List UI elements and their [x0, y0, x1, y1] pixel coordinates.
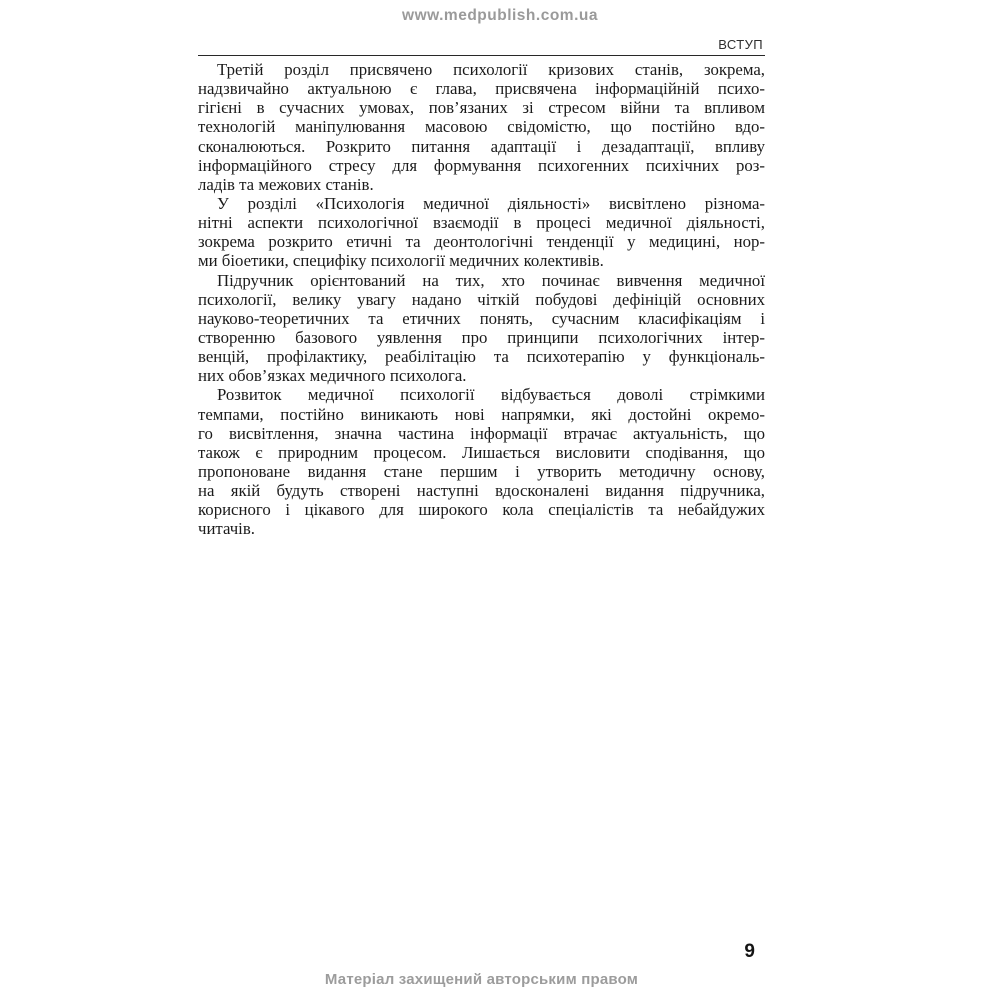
text-line: них обов’язках медичного психолога.: [198, 366, 467, 386]
watermark-url-top: www.medpublish.com.ua: [402, 7, 598, 24]
text-line: інформаційного стресу для формування психогенних психічних роз-: [198, 155, 765, 175]
text-line: корисного і цікавого для широкого кола спеціалістів та небайдужих: [198, 500, 765, 520]
copyright-notice: Матеріал захищений авторським правом: [324, 971, 639, 988]
text-line: гігієні в сучасних умовах, пов’язаних зі стресом війни та впливом: [198, 98, 765, 118]
text-line: надзвичайно актуальною є глава, присвячена інформаційній психо-: [198, 79, 765, 99]
text-line: Третій розділ присвячено психології кризових станів, зокрема,: [217, 60, 765, 79]
text-line: технологій маніпулювання масовою свідомістю, що постійно вдо-: [198, 117, 765, 137]
text-line: ми біоетики, специфіку психології медичних колективів.: [198, 251, 604, 271]
text-line: У розділі «Психологія медичної діяльності» висвітлено різнома-: [217, 193, 765, 213]
text-line: нітні аспекти психологічної взаємодії в процесі медичної діяльності,: [198, 213, 765, 233]
text-line: Підручник орієнтований на тих, хто починає вивчення медичної: [217, 270, 765, 290]
text-line: науково-теоретичних та етичних понять, сучасним класифікаціям і: [198, 308, 765, 328]
text-line: читачів.: [198, 519, 255, 539]
text-line: ладів та межових станів.: [198, 174, 374, 194]
paragraph: [198, 60, 765, 194]
header-rule: [198, 55, 765, 56]
text-line: венцій, профілактику, реабілітацію та психотерапію у функціональ-: [198, 347, 765, 367]
paragraph: [198, 385, 765, 538]
text-line: пропоноване видання стане першим і утворить методичну основу,: [198, 461, 765, 481]
text-line: сконалюються. Розкрито питання адаптації і дезадаптації, впливу: [198, 136, 765, 156]
body-text: [198, 60, 765, 539]
text-line: на якій будуть створені наступні вдосконалені видання підручника,: [198, 481, 765, 501]
text-line: створенню базового уявлення про принципи психологічних інтер-: [198, 327, 765, 347]
text-line: темпами, постійно виникають нові напрямки, які достойні окремо-: [198, 404, 765, 424]
page-number: 9: [744, 941, 755, 962]
paragraph: [198, 271, 765, 386]
running-head: ВСТУП: [718, 37, 763, 52]
text-line: Розвиток медичної психології відбувається доволі стрімкими: [217, 385, 765, 405]
text-line: зокрема розкрито етичні та деонтологічні тенденції у медицині, нор-: [198, 232, 765, 252]
paragraph: [198, 194, 765, 271]
text-line: також є природним процесом. Лишається висловити сподівання, що: [198, 442, 765, 462]
text-line: го висвітлення, значна частина інформації втрачає актуальність, що: [198, 423, 765, 443]
text-line: психології, велику увагу надано чіткій побудові дефініцій основних: [198, 289, 765, 309]
